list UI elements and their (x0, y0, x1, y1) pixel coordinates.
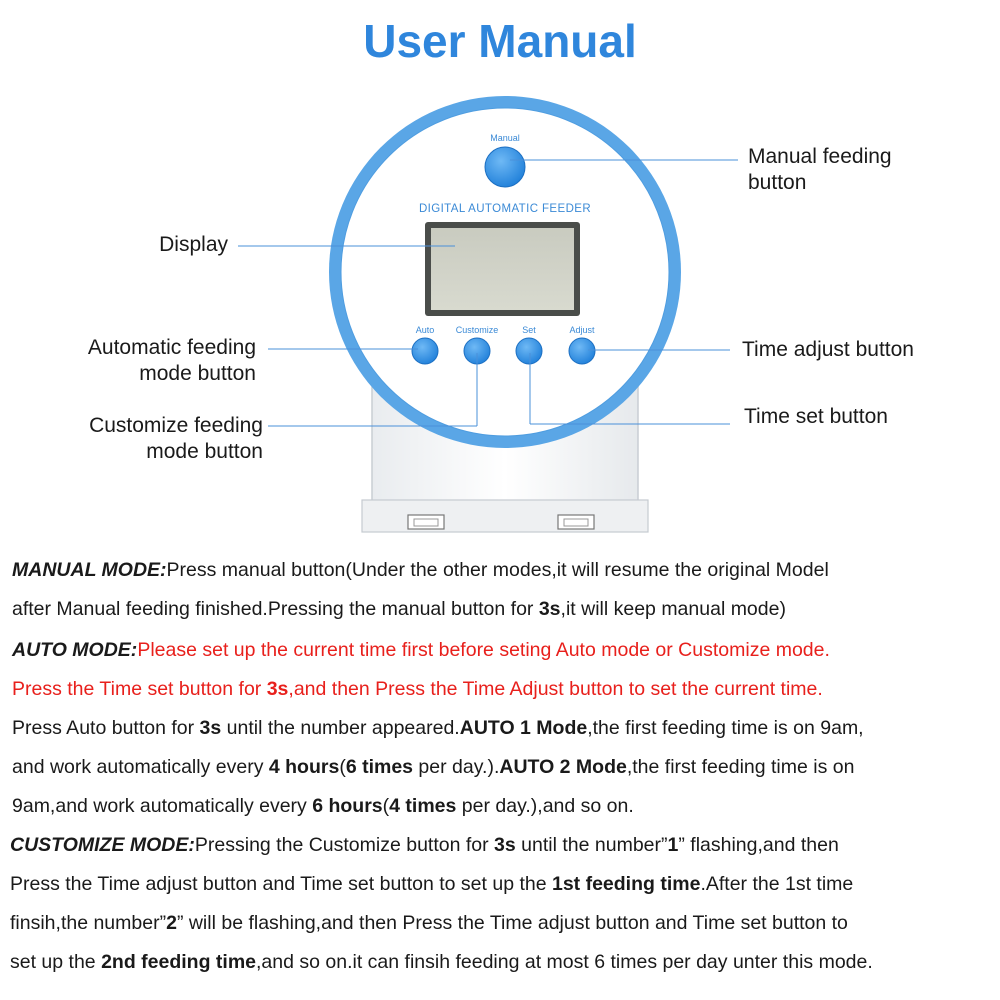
callout-manual-feeding: Manual feeding button (748, 145, 892, 194)
auto-mode-heading: AUTO MODE: (12, 639, 138, 661)
set-button[interactable] (516, 338, 542, 364)
customize-mode-heading: CUSTOMIZE MODE: (10, 834, 195, 856)
brand-text: DIGITAL AUTOMATIC FEEDER (418, 203, 592, 215)
callout-display: Display (159, 233, 228, 256)
customize-mode-line-1: CUSTOMIZE MODE:Pressing the Customize button for 3s until the number”1” flashing,and then (10, 834, 839, 856)
customize-mode-line-3: finsih,the number”2” will be flashing,and then Press the Time adjust button and Time set button to (10, 912, 848, 934)
manual-button[interactable] (485, 147, 525, 187)
adjust-button-label: Adjust (569, 325, 595, 335)
adjust-button[interactable] (569, 338, 595, 364)
auto-button-label: Auto (415, 325, 435, 335)
auto-button[interactable] (412, 338, 438, 364)
customize-mode-line-2: Press the Time adjust button and Time set button to set up the 1st feeding time.After the 1st time (10, 873, 854, 895)
callout-automatic-feeding: Automatic feeding mode button (87, 336, 256, 385)
customize-mode-section (10, 826, 1000, 982)
lcd-display (425, 222, 580, 316)
page-title: User Manual (363, 15, 637, 67)
manual-mode-line-1: MANUAL MODE:Press manual button(Under the other modes,it will resume the original Model (12, 559, 829, 581)
auto-mode-line-4: and work automatically every 4 hours(6 times per day.).AUTO 2 Mode,the first feeding time is on (12, 756, 855, 778)
auto-mode-line-2: Press the Time set button for 3s,and then Press the Time Adjust button to set the current time. (12, 678, 823, 700)
auto-mode-section (12, 631, 1000, 826)
manual-mode-section (12, 551, 1000, 629)
callout-time-adjust: Time adjust button (742, 338, 914, 361)
customize-button-label: Customize (455, 325, 499, 335)
auto-mode-line-1: AUTO MODE:Please set up the current time first before seting Auto mode or Customize mode. (12, 639, 830, 661)
auto-mode-line-5: 9am,and work automatically every 6 hours(4 times per day.),and so on. (12, 795, 634, 817)
callout-time-set: Time set button (744, 405, 888, 428)
manual-mode-line-2: after Manual feeding finished.Pressing the manual button for 3s,it will keep manual mode) (12, 598, 786, 620)
auto-mode-line-3: Press Auto button for 3s until the number appeared.AUTO 1 Mode,the first feeding time is on 9am, (12, 717, 864, 739)
manual-button-label: Manual (490, 133, 520, 143)
customize-mode-line-4: set up the 2nd feeding time,and so on.it can finsih feeding at most 6 times per day unter this mode. (10, 951, 873, 973)
manual-mode-heading: MANUAL MODE: (12, 559, 167, 581)
callout-customize-feeding: Customize feeding mode button (89, 414, 263, 463)
set-button-label: Set (522, 325, 536, 335)
